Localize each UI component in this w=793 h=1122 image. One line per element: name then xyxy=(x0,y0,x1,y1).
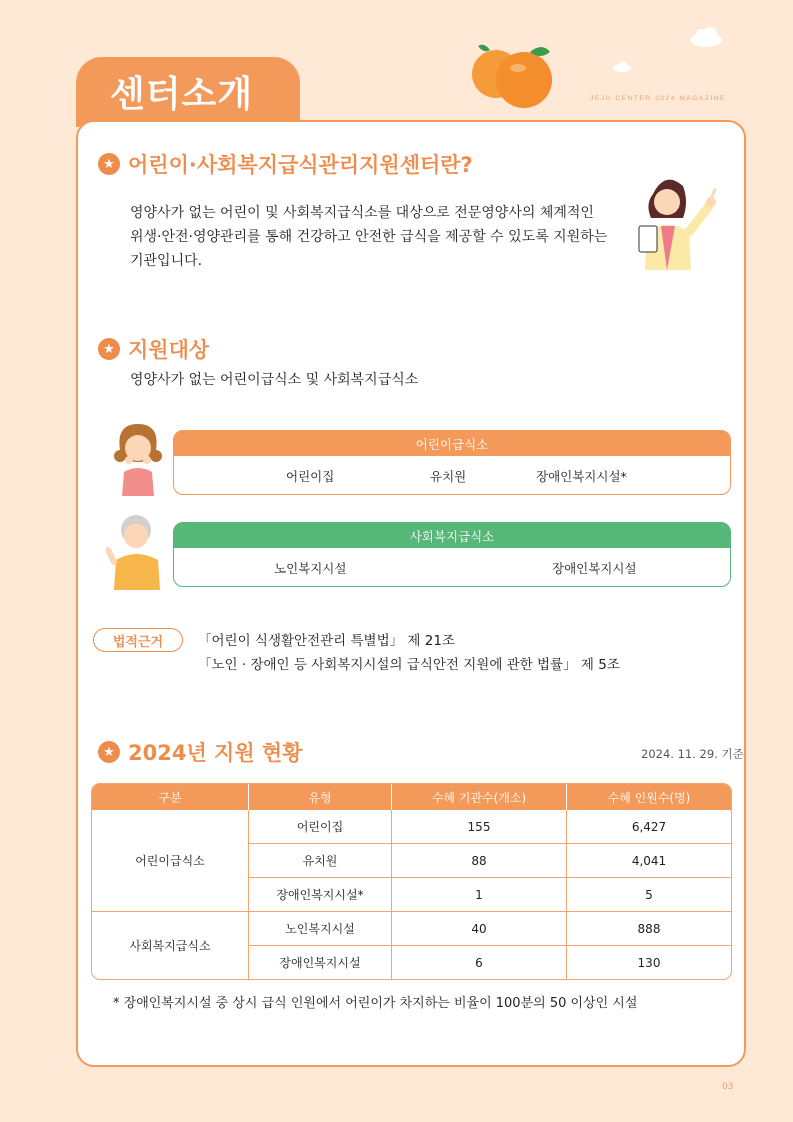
people-cell: 6,427 xyxy=(567,810,731,844)
targets-description: 영양사가 없는 어린이급식소 및 사회복지급식소 xyxy=(130,372,419,388)
page-title: 센터소개 xyxy=(110,74,254,115)
legal-line: 「어린이 식생활안전관리 특별법」 제 21조 xyxy=(198,633,455,649)
tangerine-illustration xyxy=(468,38,560,113)
child-group-header: 어린이급식소 xyxy=(174,431,730,456)
count-cell: 88 xyxy=(392,844,567,878)
basis-date: 2024. 11. 29. 기준 xyxy=(641,747,744,761)
count-cell: 40 xyxy=(392,912,567,946)
intro-title: 어린이·사회복지급식관리지원센터란? xyxy=(128,153,473,177)
footnote: * 장애인복지시설 중 상시 급식 인원에서 어린이가 차지하는 비율이 100분의 50 이상인 시설 xyxy=(113,996,638,1011)
table-row xyxy=(92,912,731,946)
magazine-label: JEJU CENTER 2024 MAGAZINE xyxy=(590,95,727,102)
column-header: 유형 xyxy=(249,784,392,810)
column-header: 구분 xyxy=(92,784,249,810)
elder-illustration xyxy=(106,512,166,590)
table-row xyxy=(92,810,731,844)
people-cell: 5 xyxy=(567,878,731,912)
group-cell: 어린이급식소 xyxy=(92,810,249,912)
star-icon: ★ xyxy=(98,153,120,175)
legal-basis-badge: 법적근거 xyxy=(93,628,183,652)
welfare-group-header: 사회복지급식소 xyxy=(174,523,730,548)
intro-line: 기관입니다. xyxy=(130,253,203,269)
count-cell: 1 xyxy=(392,878,567,912)
intro-line: 영양사가 없는 어린이 및 사회복지급식소를 대상으로 전문영양사의 체계적인 xyxy=(130,205,594,221)
teacher-illustration xyxy=(625,172,725,270)
child-group-items xyxy=(174,456,730,494)
column-header: 수혜 기관수(개소) xyxy=(392,784,567,810)
child-illustration xyxy=(112,420,164,496)
welfare-facility-group xyxy=(173,522,731,587)
type-cell: 어린이집 xyxy=(249,810,392,844)
facility-item: 장애인복지시설 xyxy=(552,561,637,576)
type-cell: 장애인복지시설* xyxy=(249,878,392,912)
child-facility-group xyxy=(173,430,731,495)
cloud-icon xyxy=(612,60,632,72)
column-header: 수혜 인원수(명) xyxy=(567,784,731,810)
group-cell: 사회복지급식소 xyxy=(92,912,249,979)
intro-description xyxy=(130,201,620,273)
count-cell: 155 xyxy=(392,810,567,844)
targets-heading xyxy=(98,334,209,364)
status-title: 2024년 지원 현황 xyxy=(128,741,303,765)
people-cell: 4,041 xyxy=(567,844,731,878)
facility-item: 장애인복지시설* xyxy=(536,469,627,484)
facility-item: 어린이집 xyxy=(286,469,335,484)
targets-title: 지원대상 xyxy=(128,338,210,362)
facility-item: 유치원 xyxy=(430,469,467,484)
facility-item: 노인복지시설 xyxy=(274,561,347,576)
star-icon: ★ xyxy=(98,741,120,763)
type-cell: 유치원 xyxy=(249,844,392,878)
count-cell: 6 xyxy=(392,946,567,979)
page-number: 03 xyxy=(722,1082,734,1092)
support-status-table xyxy=(91,783,732,980)
legal-line: 「노인 · 장애인 등 사회복지시설의 급식안전 지원에 관한 법률」 제 5조 xyxy=(198,657,620,673)
cloud-icon xyxy=(688,26,724,48)
status-heading xyxy=(98,737,303,767)
table-header-row xyxy=(92,784,731,810)
intro-line: 위생·안전·영양관리를 통해 건강하고 안전한 급식을 제공할 수 있도록 지원하는 xyxy=(130,229,608,245)
type-cell: 노인복지시설 xyxy=(249,912,392,946)
people-cell: 888 xyxy=(567,912,731,946)
welfare-group-items xyxy=(174,548,730,586)
star-icon: ★ xyxy=(98,338,120,360)
intro-heading xyxy=(98,149,473,179)
type-cell: 장애인복지시설 xyxy=(249,946,392,979)
people-cell: 130 xyxy=(637,955,661,970)
